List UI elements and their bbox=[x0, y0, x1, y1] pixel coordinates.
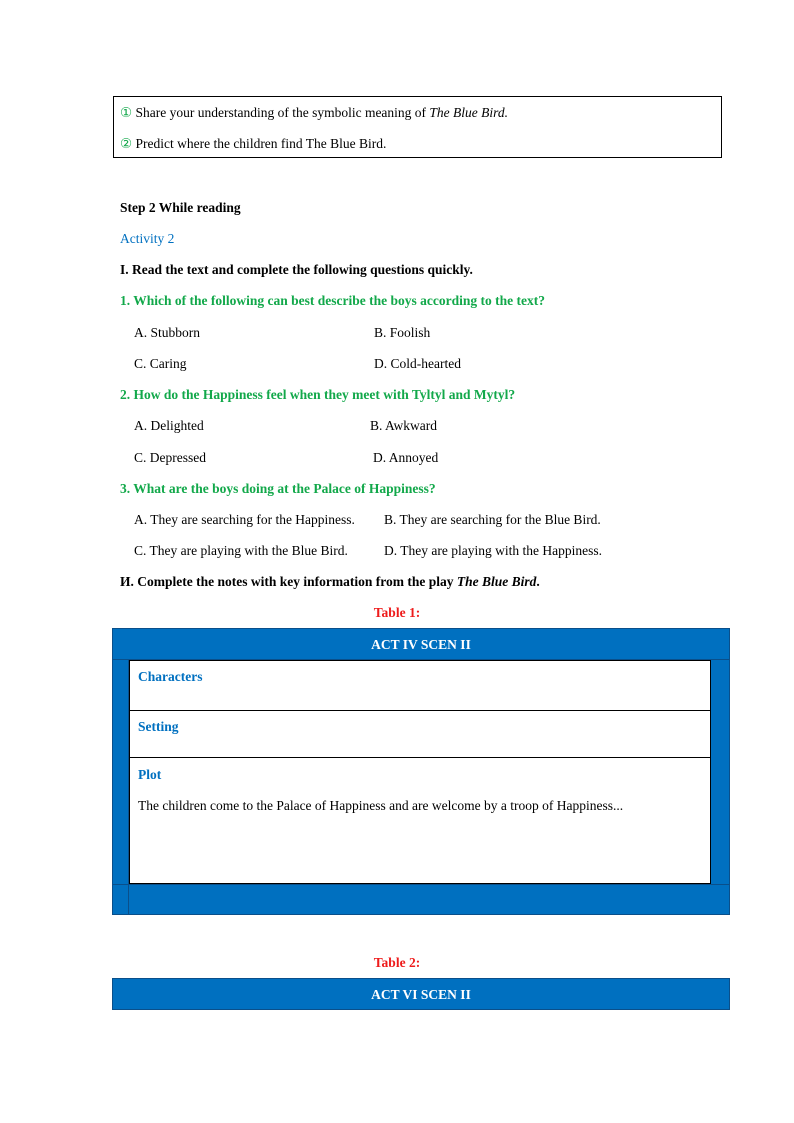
step-heading: Step 2 While reading bbox=[120, 200, 241, 215]
plot-label: Plot bbox=[138, 767, 162, 782]
section-1-title: I. Read the text and complete the following questions quickly. bbox=[120, 262, 473, 277]
task-line-2: ② Predict where the children find The Blue Bird. bbox=[120, 136, 387, 151]
section-2-title: И. Complete the notes with key information from the play The Blue Bird. bbox=[120, 574, 540, 589]
question-3: 3. What are the boys doing at the Palace of Happiness? bbox=[120, 481, 436, 496]
q2-option-b: B. Awkward bbox=[370, 418, 438, 433]
q3-option-b: B. They are searching for the Blue Bird. bbox=[384, 512, 601, 527]
table-1-row-characters bbox=[129, 660, 711, 711]
q2-option-a: A. Delighted bbox=[134, 418, 204, 433]
table-1-row-plot bbox=[129, 757, 711, 884]
table-2 bbox=[112, 978, 730, 1010]
q2-option-c: C. Depressed bbox=[134, 450, 206, 465]
table-2-header: ACT VI SCEN II bbox=[371, 987, 471, 1002]
q1-option-b: B. Foolish bbox=[374, 325, 431, 340]
q3-option-a: A. They are searching for the Happiness. bbox=[134, 512, 355, 527]
q3-option-d: D. They are playing with the Happiness. bbox=[384, 543, 602, 558]
table-1-caption: Table 1: bbox=[373, 605, 421, 620]
q1-option-c: C. Caring bbox=[134, 356, 187, 371]
q1-option-a: A. Stubborn bbox=[134, 325, 201, 340]
table-1-header: ACT IV SCEN II bbox=[113, 629, 729, 660]
plot-content: The children come to the Palace of Happiness and are welcome by a troop of Happiness... bbox=[138, 798, 624, 813]
question-2: 2. How do the Happiness feel when they meet with Tyltyl and Mytyl? bbox=[120, 387, 516, 402]
table-1 bbox=[112, 628, 730, 915]
table-1-footer-divider bbox=[113, 884, 729, 885]
q3-option-c: C. They are playing with the Blue Bird. bbox=[134, 543, 348, 558]
table-2-caption: Table 2: bbox=[373, 955, 421, 970]
q1-option-d: D. Cold-hearted bbox=[374, 356, 461, 371]
characters-label: Characters bbox=[138, 669, 203, 684]
activity-label: Activity 2 bbox=[120, 231, 175, 246]
setting-label: Setting bbox=[138, 719, 179, 734]
task-line-1: ① Share your understanding of the symbolic meaning of The Blue Bird. bbox=[120, 105, 509, 120]
task-box bbox=[113, 96, 722, 158]
table-1-row-setting bbox=[129, 710, 711, 758]
q2-option-d: D. Annoyed bbox=[373, 450, 439, 465]
question-1: 1. Which of the following can best describe the boys according to the text? bbox=[120, 293, 545, 308]
